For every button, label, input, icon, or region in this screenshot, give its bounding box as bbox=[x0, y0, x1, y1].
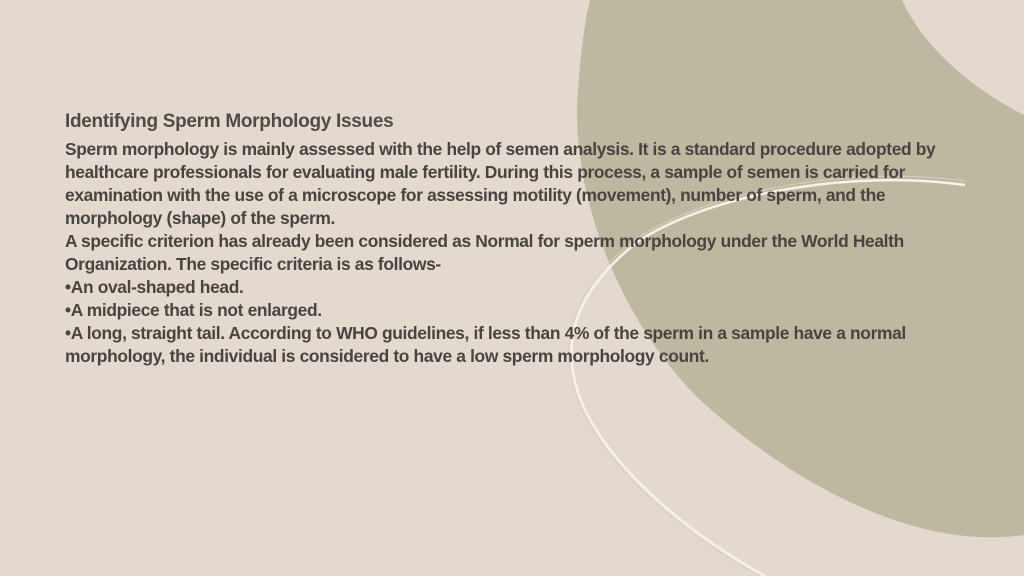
paragraph-intro: Sperm morphology is mainly assessed with the help of semen analysis. It is a standard procedure adopted by healthcare professionals for evaluating male fertility. During this process, a sample of semen is carried for examination with the use of a microscope for assessing motility (movement), number of sperm, and the morphology (shape) of the sperm. bbox=[65, 139, 936, 228]
paragraph-criteria: A specific criterion has already been considered as Normal for sperm morphology under the World Health Organization. The specific criteria is as follows- bbox=[65, 231, 904, 274]
bullet-item-tail: •A long, straight tail. According to WHO guidelines, if less than 4% of the sperm in a sample have a normal morphology, the individual is considered to have a low sperm morphology count. bbox=[65, 323, 906, 366]
bullet-item-midpiece: •A midpiece that is not enlarged. bbox=[65, 300, 322, 320]
bullet-item-head: •An oval-shaped head. bbox=[65, 277, 244, 297]
slide-title: Identifying Sperm Morphology Issues bbox=[65, 111, 394, 132]
slide-content bbox=[65, 110, 965, 368]
